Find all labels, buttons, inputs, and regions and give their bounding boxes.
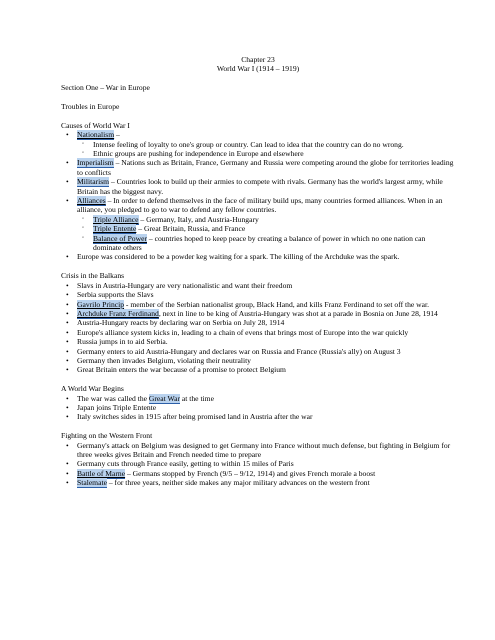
causes-heading: Causes of World War I xyxy=(61,120,130,130)
list-item: • Germany then invades Belgium, violating their neutrality xyxy=(61,356,455,365)
highlight-imperialism[interactable]: Imperialism xyxy=(77,158,114,168)
list-item: • Germany enters to aid Austria-Hungary and declares war on Russia and France (Russia's ally) on August 3 xyxy=(61,347,455,356)
alliances-sublist xyxy=(77,215,455,253)
list-item: • Stalemate – for three years, neither side makes any major military advances on the western front xyxy=(61,478,455,487)
balkans-list xyxy=(61,281,455,375)
list-item: • Europe's alliance system kicks in, leading to a chain of evens that brings most of Europe into the war quickly xyxy=(61,328,455,337)
list-item: • Battle of Marne – Germans stopped by French (9/5 – 9/12, 1914) and gives French morale a boost xyxy=(61,469,455,478)
list-item: • Italy switches sides in 1915 after being promised land in Austria after the war xyxy=(61,412,455,421)
western-list xyxy=(61,441,455,488)
highlight-triple-alliance[interactable]: Triple Alliance xyxy=(93,214,139,224)
list-item: • Militarism – Countries look to build up their armies to compete with rivals. Germany has the world's largest army, while Britain has the biggest navy. xyxy=(61,177,455,196)
list-item: • Great Britain enters the war because of a promise to protect Belgium xyxy=(61,365,455,374)
highlight-franz-ferdinand[interactable]: Archduke Franz Ferdinand xyxy=(77,308,159,318)
list-item: • Europe was considered to be a powder keg waiting for a spark. The killing of the Archduke was the spark. xyxy=(61,252,455,261)
balkans-heading: Crisis in the Balkans xyxy=(61,271,125,281)
highlight-balance-of-power[interactable]: Balance of Power xyxy=(93,233,147,243)
highlight-militarism[interactable]: Militarism xyxy=(77,177,110,187)
begins-list xyxy=(61,394,455,422)
western-heading: Fighting on the Western Front xyxy=(61,431,153,441)
begins-heading: A World War Begins xyxy=(61,384,124,394)
list-item: • Russia jumps in to aid Serbia. xyxy=(61,337,455,346)
nationalism-sublist xyxy=(77,140,455,159)
chapter-title: World War I (1914 – 1919) xyxy=(216,64,300,74)
highlight-great-war[interactable]: Great War xyxy=(148,393,180,403)
chapter-number: Chapter 23 xyxy=(241,55,275,64)
list-item: • The war was called the Great War at the time xyxy=(61,394,455,403)
list-item: • Serbia supports the Slavs xyxy=(61,290,455,299)
list-item: • Japan joins Triple Entente xyxy=(61,403,455,412)
highlight-stalemate[interactable]: Stalemate xyxy=(77,478,107,488)
subheading: Troubles in Europe xyxy=(61,102,120,111)
highlight-triple-entente[interactable]: Triple Entente xyxy=(93,224,137,234)
highlight-alliances[interactable]: Alliances xyxy=(77,196,106,206)
list-item: ◦ Triple Alliance – Germany, Italy, and Austria-Hungary xyxy=(77,215,455,224)
list-item: ◦ Triple Entente – Great Britain, Russia, and France xyxy=(77,224,455,233)
highlight-nationalism[interactable]: Nationalism xyxy=(77,130,115,140)
list-item: • Germany cuts through France easily, getting to within 15 miles of Paris xyxy=(61,459,455,468)
list-item: • Alliances – In order to defend themselves in the face of military build ups, many countries formed alliances. When in an alliance, you pledged to go to war to defend any fellow countries. ◦ Triple Alliance – Germany, Italy, and Austria-Hungary ◦ Triple Entente – Great Britain, Russia, and France ◦ Balance of Power – countries hoped to keep peace by creating a balance of power in which no one nation can dominate others xyxy=(61,196,455,252)
list-item: • Slavs in Austria-Hungary are very nationalistic and want their freedom xyxy=(61,281,455,290)
list-item: • Austria-Hungary reacts by declaring war on Serbia on July 28, 1914 xyxy=(61,318,455,327)
list-item: • Germany's attack on Belgium was designed to get Germany into France without much defense, but fighting in Belgium for three weeks gives Britain and French needed time to prepare xyxy=(61,441,455,460)
list-item: • Nationalism – ◦ Intense feeling of loyalty to one's group or country. Can lead to idea that the country can do no wrong. ◦ Ethnic groups are pushing for independence in Europe and elsewhere xyxy=(61,130,455,158)
section-heading: Section One – War in Europe xyxy=(61,83,150,93)
list-item: • Gavrilo Princip - member of the Serbian nationalist group, Black Hand, and kills Franz Ferdinand to set off the war. xyxy=(61,300,455,309)
causes-list xyxy=(61,130,455,262)
list-item: ◦ Ethnic groups are pushing for independence in Europe and elsewhere xyxy=(77,149,455,158)
list-item: ◦ Balance of Power – countries hoped to keep peace by creating a balance of power in which no one nation can dominate others xyxy=(77,234,455,253)
list-item: ◦ Intense feeling of loyalty to one's group or country. Can lead to idea that the country can do no wrong. xyxy=(77,140,455,149)
highlight-gavrilo-princip[interactable]: Gavrilo Princip xyxy=(77,299,125,309)
list-item: • Archduke Franz Ferdinand, next in line to be king of Austria-Hungary was shot at a parade in Bosnia on June 28, 1914 xyxy=(61,309,455,318)
highlight-battle-of-marne[interactable]: Battle of Marne xyxy=(77,468,126,478)
list-item: • Imperialism – Nations such as Britain, France, Germany and Russia were competing around the globe for territories leading to conflicts xyxy=(61,158,455,177)
